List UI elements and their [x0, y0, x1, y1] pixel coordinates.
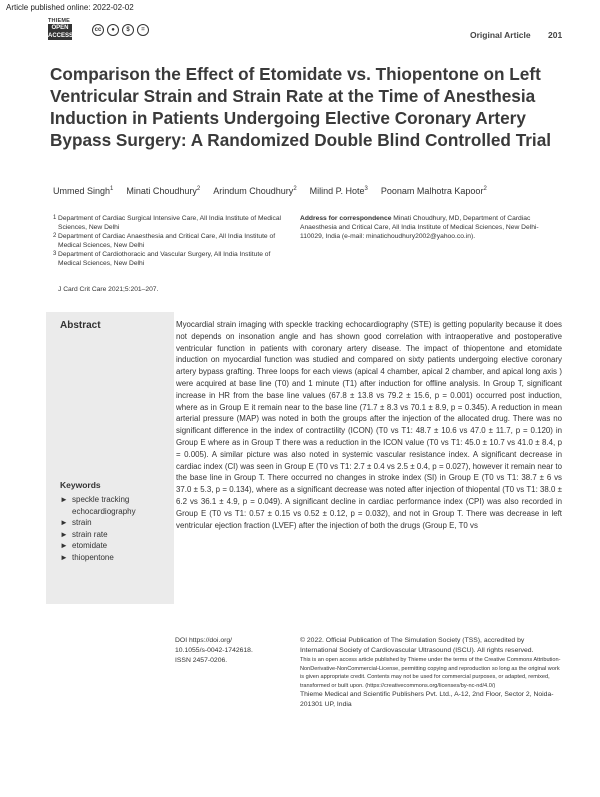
- logo-open: OPEN: [48, 24, 72, 32]
- author-list: [53, 186, 500, 196]
- cc-icon: cc: [92, 24, 104, 36]
- abstract-text: Myocardial strain imaging with speckle tracking echocardiography (STE) is getting popularity because it does not depends on insonation angle and has shown good correlation with intraoperative and postoperative ventricular function in patients with coronary artery disease. The impact of thiopentone and etomidate induction on myocardial function was studied and compared on sixty patients undergoing elective coronary artery bypass grafting. Three loops for each views (apical 4 chamber, apical 2 chamber, and apical long axis ) were acquired at base line (T0) and 1 minute (T1) after induction for offline analysis. In Group T, significant increase in HR from the base line values (67.8 ± 13.8 vs 79.2 ± 15.6, p = 0.001) occurred post induction, where as in Group E it remain near to the base line (71.7 ± 8.3 vs 70.1 ± 8.9, p = 0.345). A reduction in mean arterial pressure (MAP) was noted in both the groups after the injection of the allocated drug. There was no significant difference in the index of contractility (ICON) (T0 vs T1: 48.7 ± 10.6 vs 47.0 ± 11.7, p = 0.120) in Group E where as in Group T there was a reduction in the ICON value (T0 vs T1: 45.0 ± 10.7 vs 41.0 ± 8.4, p = 0.005). A similar picture was also noted in systemic vascular resistance index. A significant decrease in cardiac index (CI) was seen in Group E (T0 vs T1: 2.7 ± 0.4 vs 2.5 ± 0.4, p = 0.027), however it remain near to the base line in Group T. There occurred no changes in stroke index (SI) in Group E (T0 vs T1: 38.7 ± 6 vs 37.0 ± 5.3, p = 0.134), where as a significant decrease was noted after injection of thiopental (T0 vs T1: 38.0 ± 6.2 vs 36.1 ± 4.9, p = 0.049). A significant decline in cardiac performance index (CPI) was also recorded in Group E (T0 vs T1: 0.57 ± 0.15 vs 0.52 ± 0.12, p = 0.032), and not in Group T. There was decrease in left ventricular ejection fraction (LVEF) after the injection of both the drugs (Group E, T0 vs: [176, 320, 562, 530]
- nd-equals-icon: =: [137, 24, 149, 36]
- doi-value: 10.1055/s-0042-1742618.: [175, 647, 253, 654]
- keyword-item: ► etomidate: [60, 541, 108, 550]
- thieme-open-access-logo: [48, 18, 78, 42]
- doi-link[interactable]: DOI https://doi.org/: [175, 637, 233, 644]
- cc-license-icons: [92, 24, 149, 36]
- author[interactable]: Poonam Malhotra Kapoor$^2$: [380, 186, 487, 196]
- doi-block: [175, 636, 295, 666]
- author[interactable]: Minati Choudhury$^2$: [126, 186, 201, 196]
- journal-reference: J Card Crit Care 2021;5:201–207.: [58, 286, 159, 293]
- author[interactable]: Arindum Choudhury$^2$: [213, 186, 297, 196]
- keyword-item: ► thiopentone: [60, 552, 114, 562]
- issn: ISSN 2457-0206.: [175, 657, 228, 664]
- author[interactable]: Ummed Singh$^1$: [53, 186, 114, 196]
- affiliation: 1 Department of Cardiac Surgical Intensive Care, All India Institute of Medical Sciences, New Delhi: [53, 215, 282, 231]
- keyword-item: ► strain rate: [60, 529, 108, 539]
- logo-thieme: THIEME: [48, 18, 70, 24]
- license-text: This is an open access article published by Thieme under the terms of the Creative Commons Attribution-NonDerivative-NonCommercial-License, permitting copying and reproduction so long as the original work is given appropriate credit. Contents may not be used for commercial purposes, or adapted, remixed, transformed or built upon. (https://creativecommons.org/licenses/by-nc-nd/4.0/): [300, 657, 561, 689]
- affiliations: [53, 214, 283, 268]
- affiliation: 3 Department of Cardiothoracic and Vascular Surgery, All India Institute of Medical Sciences, New Delhi: [53, 251, 271, 267]
- abstract-heading: Abstract: [60, 320, 101, 331]
- published-date: Article published online: 2022-02-02: [6, 3, 134, 12]
- correspondence-address: [300, 214, 560, 241]
- correspondence-label: Address for correspondence: [300, 215, 392, 222]
- keyword-item: ► speckle tracking echocardiography: [60, 495, 136, 516]
- keywords-list: [60, 494, 162, 563]
- copyright-main: © 2022. Official Publication of The Simulation Society (TSS), accredited by International Society of Cardiovascular Ultrasound (ISCU). All rights reserved.: [300, 637, 534, 654]
- article-title: Comparison the Effect of Etomidate vs. Thiopentone on Left Ventricular Strain and Strain Rate at the Time of Anesthesia Induction in Patients Undergoing Elective Coronary Artery Bypass Surgery: A Randomized Double Blind Controlled Trial: [50, 64, 552, 150]
- logo-access: ACCESS: [48, 33, 74, 39]
- correspondence-text: Minati Choudhury, MD, Department of Cardiac Anaesthesia and Critical Care, All India Institute of Medical Sciences, New Delhi-110029, India (e-mail: minatichoudhury2002@yahoo.co.in).: [300, 215, 539, 240]
- nc-dollar-icon: $: [122, 24, 134, 36]
- keywords-heading: Keywords: [60, 480, 101, 490]
- by-person-icon: ●: [107, 24, 119, 36]
- copyright-block: [300, 636, 562, 710]
- author[interactable]: Milind P. Hote$^3$: [309, 186, 368, 196]
- keyword-item: ► strain: [60, 518, 92, 527]
- affiliation: 2 Department of Cardiac Anaesthesia and Critical Care, All India Institute of Medical Sciences, New Delhi: [53, 233, 276, 249]
- page-number: 201: [548, 30, 563, 40]
- article-type: Original Article: [470, 30, 531, 40]
- publisher-address: Thieme Medical and Scientific Publishers Pvt. Ltd., A-12, 2nd Floor, Sector 2, Noida-201301 UP, India: [300, 691, 554, 709]
